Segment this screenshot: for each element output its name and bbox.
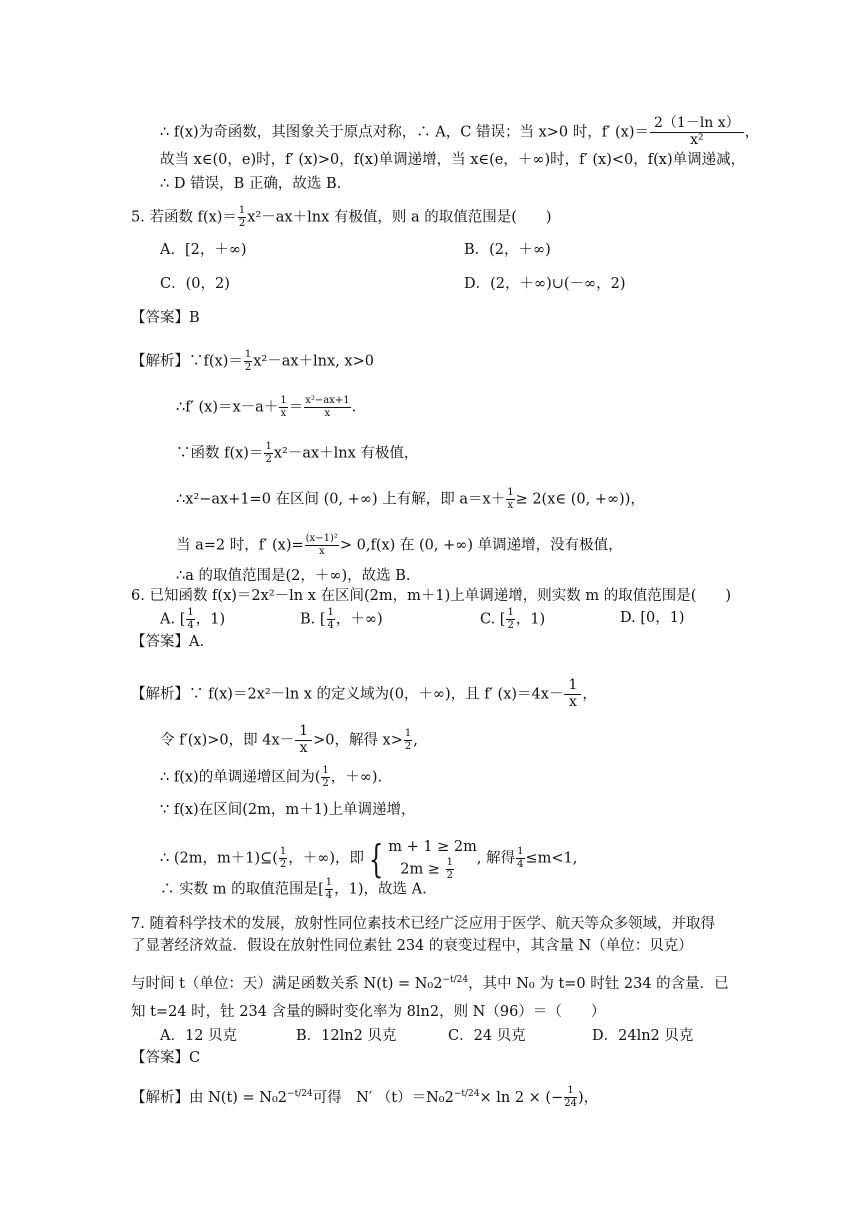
q6-stem: 6. 已知函数 f(x)＝2x²－ln x 在区间(2m，m＋1)上单调递增，则实数 m 的取值范围是( ) — [131, 588, 732, 604]
q5-fraction-1-over-x: $\frac{1}{x}$ — [280, 395, 287, 419]
q6-solution-2: 令 f′(x)>0，即 4x－ $\frac{1}{x}$ >0，解得 x> $\frac{1}{2}$ , — [160, 723, 418, 756]
q5-solution-2: ∴f′ (x)＝x－a＋ $\frac{1}{x}$ ＝ $\frac{\text{x²−ax+1}}{x}$ . — [176, 395, 357, 419]
q5-fraction-1-over-x: $\frac{1}{x}$ — [507, 487, 514, 511]
p4-line3: ∴ D 错误，B 正确，故选 B. — [160, 176, 342, 192]
q6-solution-6: ∴ 实数 m 的取值范围是[ $\frac{1}{4}$ ，1)，故选 A. — [160, 877, 427, 901]
q5-answer: 【答案】B — [131, 310, 200, 326]
q6-option-c: C. [ $\frac{1}{2}$ ，1) — [480, 607, 546, 631]
q7-line3: 与时间 t（单位：天）满足函数关系 $N(t) = N_02^{-t/24}$，其中 N₀ 为 t=0 时钍 234 的含量．已 — [131, 975, 729, 992]
q5-solution-6: ∴a 的取值范围是(2，＋∞)，故选 B. — [176, 568, 411, 584]
q6-quarter: $\frac{1}{4}$ — [517, 846, 524, 870]
q6-option-a: A. [ $\frac{1}{4}$ ，1) — [160, 607, 226, 631]
q6-half: $\frac{1}{2}$ — [507, 607, 514, 631]
q6-half: $\frac{1}{2}$ — [322, 765, 329, 789]
q6-option-d: D. [0，1) — [620, 610, 685, 626]
q7-answer: 【答案】C — [131, 1050, 201, 1066]
q7-line1: 7. 随着科学技术的发展，放射性同位素技术已经广泛应用于医学、航天等众多领域，并取得 — [131, 916, 715, 932]
q6-half: $\frac{1}{2}$ — [279, 846, 287, 870]
q6-solution-3: ∴ f(x)的单调递增区间为( $\frac{1}{2}$ ，＋∞). — [160, 765, 383, 789]
q5-option-b: B．(2，＋∞) — [464, 242, 551, 258]
q6-solution-5: ∴ (2m，m＋1)⊆( $\frac{1}{2}$ ，＋∞)，即 { m + 1 ≥ 2m 2m ≥ $\frac{1}{2}$ , 解得 $\frac{1}{4}$ ≤m<1, — [160, 836, 578, 881]
q6-quarter: $\frac{1}{4}$ — [325, 877, 333, 901]
q6-answer: 【答案】A. — [131, 634, 205, 650]
q6-solution-1: 【解析】∵ f(x)＝2x²－ln x 的定义域为(0，＋∞)，且 f′ (x)＝4x－ $\frac{1}{x}$ ， — [131, 677, 597, 710]
q5-solution-5: 当 a=2 时，f′ (x)= $\frac{\text{(x−1)²}}{x}$ > 0,f(x) 在 (0, +∞) 单调递增，没有极值， — [176, 533, 623, 557]
q6-half: $\frac{1}{2}$ — [446, 857, 453, 881]
q5-half: $\frac{1}{2}$ — [265, 441, 272, 465]
p4-line1: ∴ f(x)为奇函数，其图象关于原点对称，∴ A，C 错误；当 x>0 时，f′ (x)＝ $\frac{\text{2（1－ln x）}}{\text{x²}}$ ， — [160, 115, 760, 148]
q6-option-b: B. [ $\frac{1}{4}$ ，＋∞) — [300, 607, 383, 631]
q7-fraction-1-over-24: $\frac{1}{24}$ — [564, 1085, 577, 1110]
q5-derivative-fraction: $\frac{\text{x²−ax+1}}{x}$ — [305, 395, 350, 419]
q7-line2: 了显著经济效益．假设在放射性同位素钍 234 的衰变过程中，其含量 N（单位：贝克） — [131, 938, 693, 954]
q5-solution-4: ∴x²−ax+1=0 在区间 (0, +∞) 上有解，即 a＝x＋ $\frac{1}{x}$ ≥ 2(x∈ (0, +∞))， — [176, 487, 645, 511]
inequality-system: m + 1 ≥ 2m 2m ≥ $\frac{1}{2}$ — [388, 839, 477, 881]
q7-solution-1: 【解析】由 $N(t) = N_02^{-t/24}$可得 N′ $(t)=N_02^{-t/24}\times \ln 2$ × (− $\frac{1}{24}$ )， — [131, 1085, 599, 1110]
left-brace: { — [368, 836, 384, 881]
q5-square-fraction: $\frac{\text{(x−1)²}}{x}$ — [305, 533, 338, 557]
q6-half: $\frac{1}{2}$ — [404, 728, 412, 752]
q6-quarter: $\frac{1}{4}$ — [187, 607, 194, 631]
q5-half: $\frac{1}{2}$ — [238, 205, 246, 229]
p4-derivative-fraction: $\frac{\text{2（1－ln x）}}{\text{x²}}$ — [650, 116, 744, 149]
q5-solution-1: 【解析】∵f(x)＝ $\frac{1}{2}$ x²－ax＋lnx, x>0 — [131, 349, 374, 373]
q6-fraction-1-over-x: $\frac{1}{x}$ — [564, 678, 581, 711]
q7-line4: 知 t=24 时，钍 234 含量的瞬时变化率为 8ln2，则 N（96）＝（ ） — [131, 1004, 606, 1020]
q7-option-d: D．24ln2 贝克 — [592, 1028, 694, 1044]
q7-option-c: C．24 贝克 — [448, 1028, 526, 1044]
q5-option-a: A．[2，＋∞) — [160, 242, 247, 258]
q5-half: $\frac{1}{2}$ — [244, 349, 252, 373]
q7-option-a: A．12 贝克 — [160, 1028, 238, 1044]
q5-stem: 5. 若函数 f(x)＝ $\frac{1}{2}$ x²－ax＋lnx 有极值，则 a 的取值范围是( ) — [131, 205, 552, 229]
p4-line2: 故当 x∈(0，e)时，f′ (x)>0，f(x)单调递增，当 x∈(e，＋∞)时，f′ (x)<0，f(x)单调递减， — [160, 152, 746, 168]
q5-option-d: D．(2，＋∞)∪(－∞，2) — [464, 276, 626, 292]
q6-quarter: $\frac{1}{4}$ — [327, 607, 334, 631]
q6-fraction-1-over-x: $\frac{1}{x}$ — [295, 724, 312, 757]
q5-solution-3: ∵函数 f(x)＝ $\frac{1}{2}$ x²－ax＋lnx 有极值， — [176, 441, 419, 465]
q5-option-c: C．(0，2) — [160, 276, 230, 292]
q7-option-b: B．12ln2 贝克 — [296, 1028, 397, 1044]
q6-solution-4: ∵ f(x)在区间(2m，m＋1)上单调递增， — [160, 802, 416, 818]
